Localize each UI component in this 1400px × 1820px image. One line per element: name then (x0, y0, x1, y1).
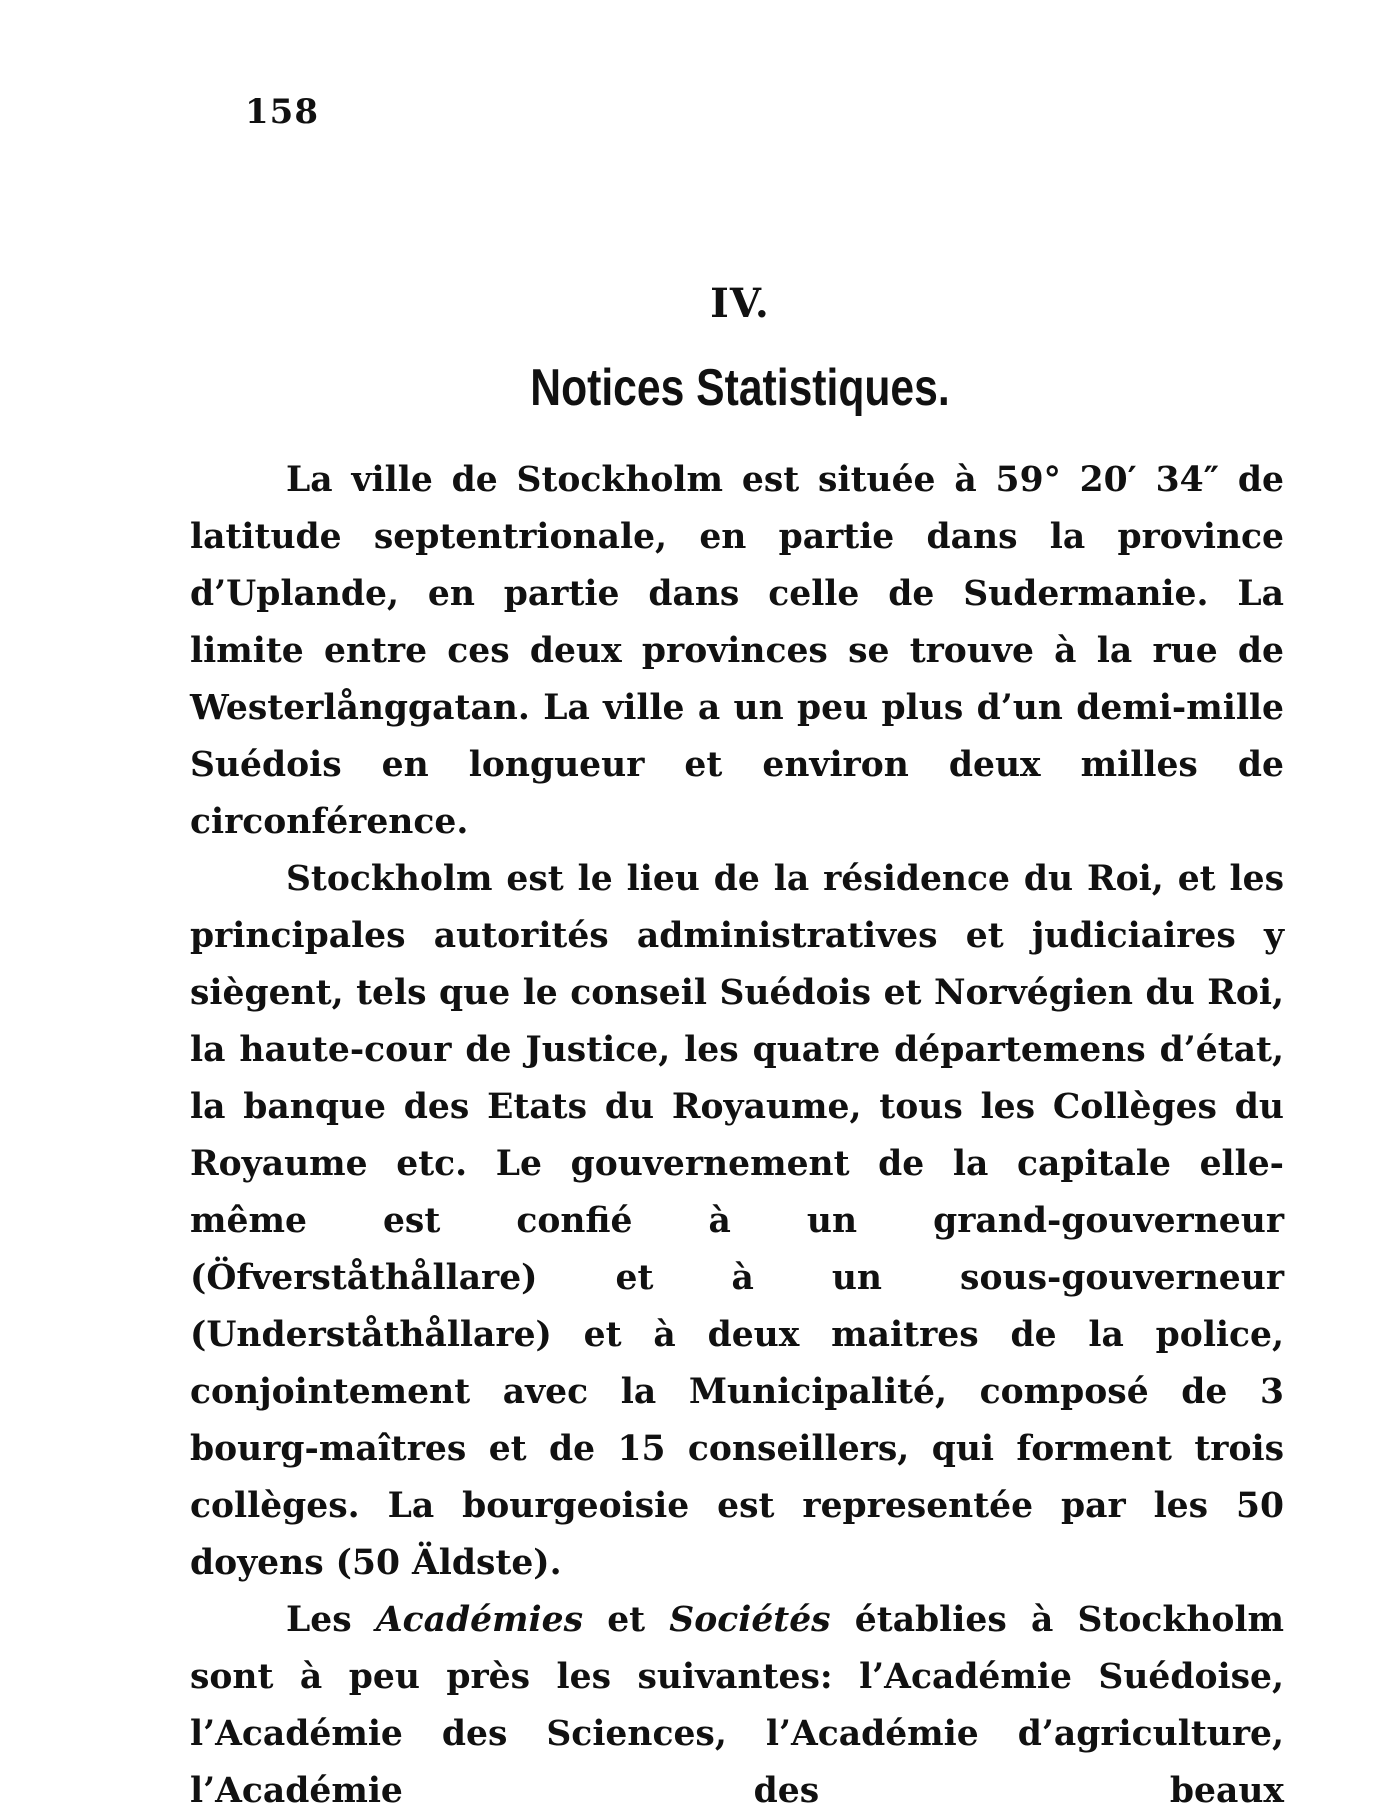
paragraph-academies-lead: Les (286, 1600, 376, 1640)
paragraph-location: La ville de Stockholm est située à 59° 20′ 34″ de latitude septentrionale, en partie dans la province d’Uplande, en partie dans celle de Sudermanie. La limite entre ces deux provinces se trouve à la rue de Westerlånggatan. La ville a un peu plus d’un demi-mille Suédois en longueur et environ deux milles de circonférence. (190, 460, 1284, 842)
paragraph-academies (190, 1592, 1284, 1820)
paragraph-government: Stockholm est le lieu de la résidence du Roi, et les principales autorités administratives et judiciaires y siègent, tels que le conseil Suédois et Norvégien du Roi, la haute-cour de Justice, les quatre départemens d’état, la banque des Etats du Royaume, tous les Collèges du Royaume etc. Le gouvernement de la capitale elle-même est confié à un grand-gouverneur (Öfverståthållare) et à un sous-gouverneur (Underståthållare) et à deux maitres de la police, conjointement avec la Municipalité, composé de 3 bourg-maîtres et de 15 conseillers, qui forment trois collèges. La bourgeoisie est representée par les 50 doyens (50 Äldste). (190, 859, 1284, 1583)
paragraph-academies-mid: et (583, 1600, 670, 1640)
chapter-title: Notices Statistiques. (530, 359, 950, 417)
page-number: 158 (245, 92, 319, 132)
paragraph-academies-rest: établies à Stockholm sont à peu près les suivantes: l’Académie Suédoise, l’Académie des Sciences, l’Académie d’agriculture, l’Académie des beaux (190, 1600, 1284, 1811)
chapter-numeral: IV. (710, 280, 770, 327)
academies-italic: Académies (375, 1600, 584, 1640)
societies-italic: Sociétés (669, 1600, 831, 1640)
body-text (190, 452, 1284, 1820)
